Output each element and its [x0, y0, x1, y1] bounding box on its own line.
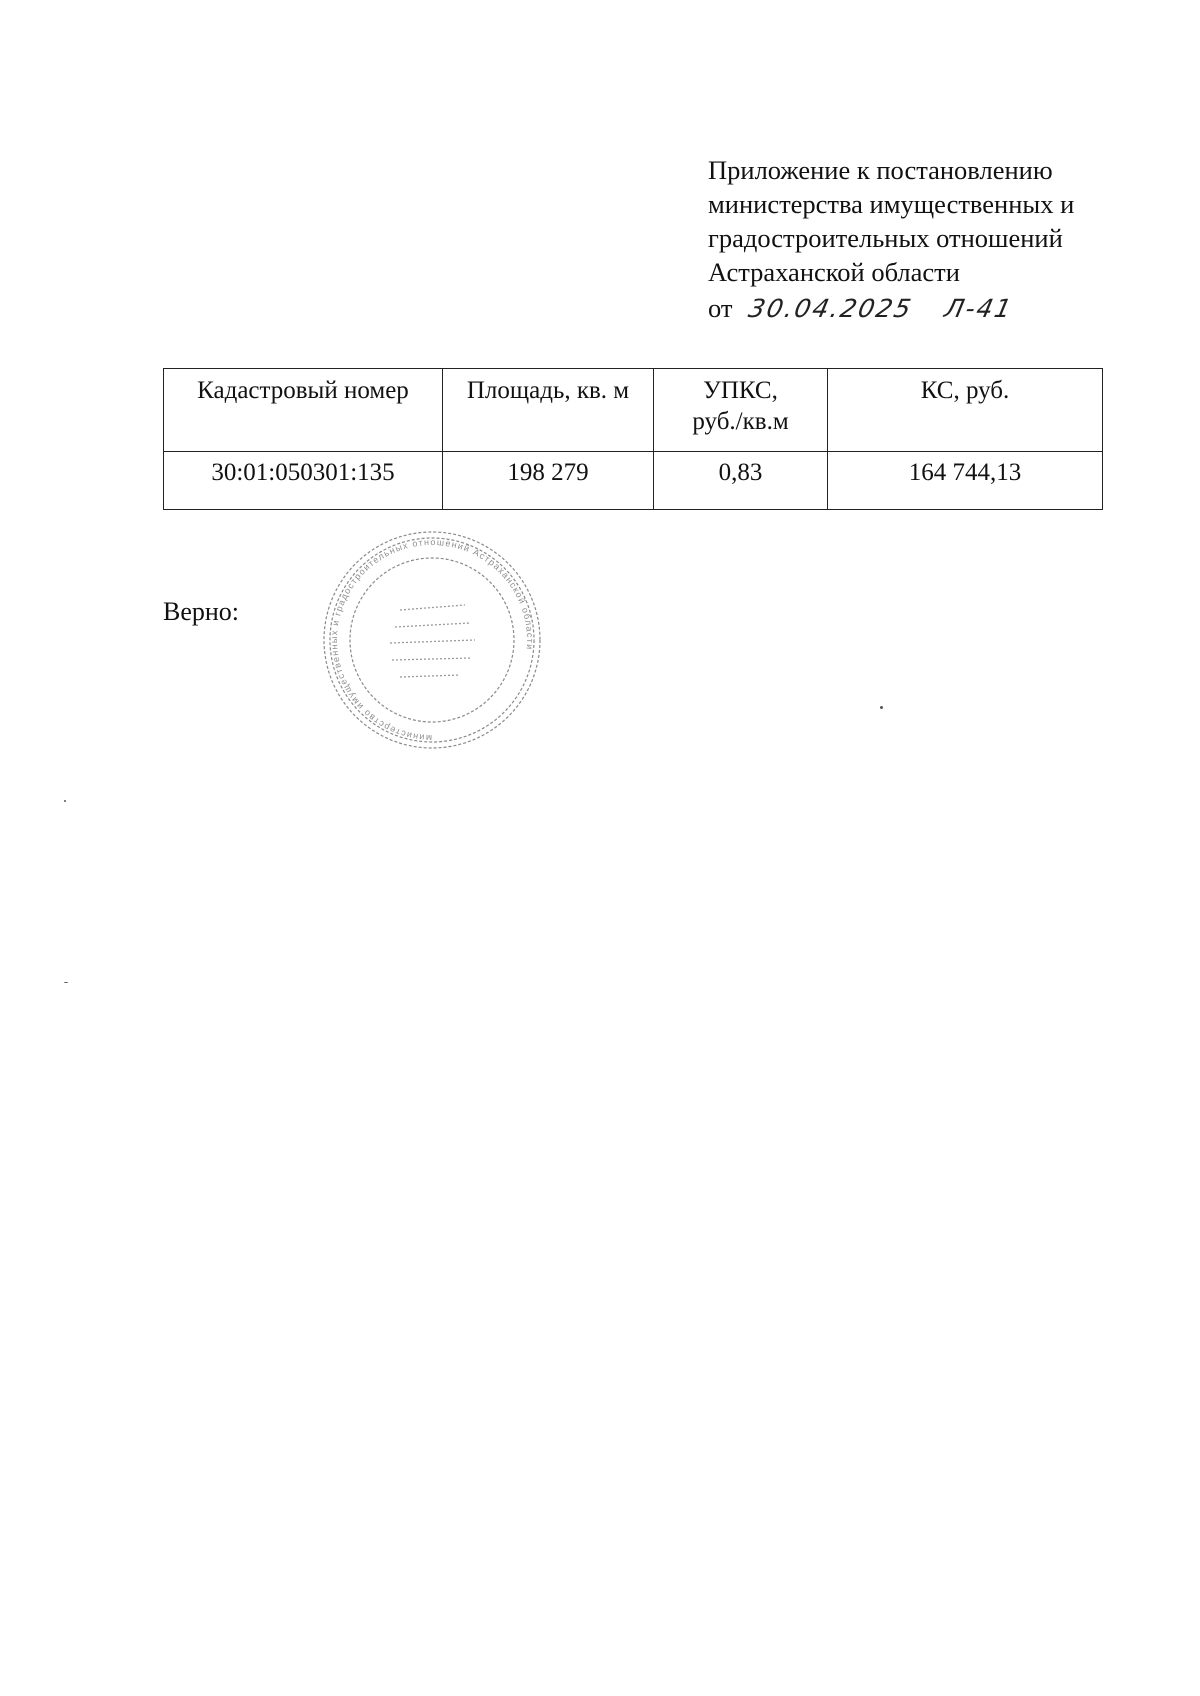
seal-text: министерство имущественных и градостроительных отношений Астраханской области [329, 536, 536, 744]
cell-ks: 164 744,13 [828, 452, 1103, 510]
header-line: Приложение к постановлению [708, 155, 1053, 185]
scan-speck [64, 800, 66, 802]
table-header-row [164, 369, 1103, 452]
column-header-upks-line2: руб./кв.м [692, 408, 789, 435]
cell-cadastral-number: 30:01:050301:135 [164, 452, 443, 510]
date-line [708, 291, 1074, 326]
cell-area: 198 279 [443, 452, 654, 510]
handwritten-number: Л-41 [941, 294, 1016, 323]
scan-speck [64, 982, 68, 983]
column-header-upks-line1: УПКС, [703, 377, 778, 404]
cadastral-table [163, 368, 1103, 510]
header-line: градостроительных отношений [708, 223, 1063, 253]
annex-header [708, 153, 1074, 326]
column-header-area: Площадь, кв. м [443, 369, 654, 452]
official-seal-stamp [320, 525, 545, 755]
table-row [164, 452, 1103, 510]
svg-text:министерство имущественных и г [329, 537, 535, 743]
column-header-ks: КС, руб. [828, 369, 1103, 452]
cell-upks: 0,83 [654, 452, 828, 510]
header-line: министерства имущественных и [708, 189, 1075, 219]
scan-speck [880, 706, 883, 709]
column-header-upks [654, 369, 828, 452]
date-prefix: от [708, 293, 733, 323]
verno-label: Верно: [163, 597, 240, 626]
column-header-cadastral-number: Кадастровый номер [164, 369, 443, 452]
handwritten-date: 30.04.2025 [746, 294, 916, 323]
header-line: Астраханской области [708, 257, 960, 287]
